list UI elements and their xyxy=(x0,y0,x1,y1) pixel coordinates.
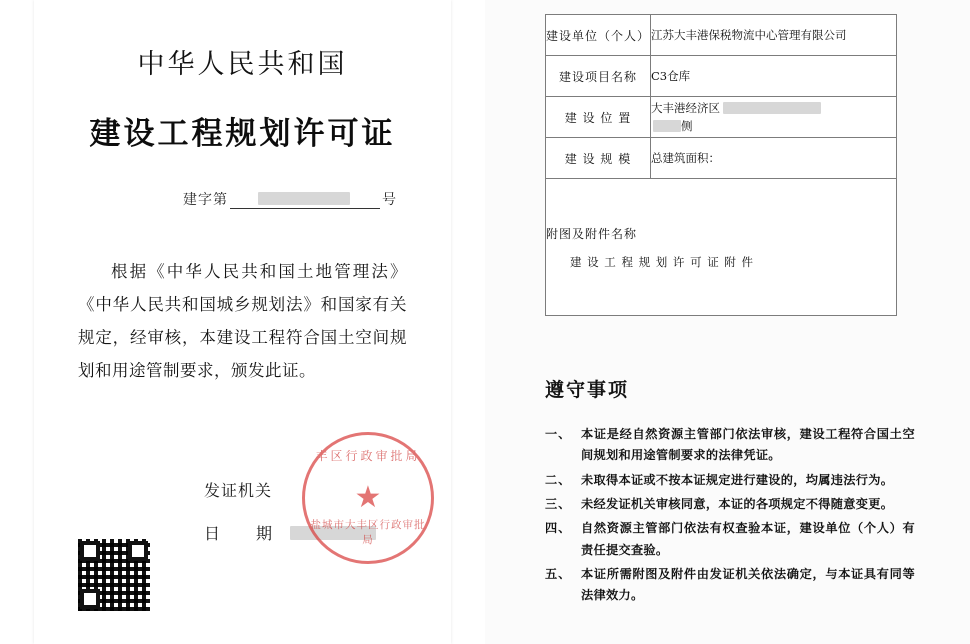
rules-list xyxy=(545,424,915,610)
redaction-block xyxy=(653,120,681,132)
rule-number: 二、 xyxy=(545,472,572,487)
attachment-title: 附图及附件名称 xyxy=(546,226,638,241)
redaction-block xyxy=(723,102,821,114)
table-row xyxy=(546,138,897,179)
redaction-block xyxy=(258,192,350,205)
rule-text: 未取得本证或不按本证规定进行建设的，均属违法行为。 xyxy=(581,472,894,487)
table-row xyxy=(546,97,897,138)
table-row-attachment xyxy=(546,179,897,316)
certificate-title-main: 建设工程规划许可证 xyxy=(89,116,396,152)
rule-number: 五、 xyxy=(545,567,572,582)
row-label: 建设单位（个人） xyxy=(546,15,651,56)
list-item xyxy=(545,494,915,515)
seal-text-top: 丰区行政审批局 xyxy=(315,449,421,463)
row-value: 总建筑面积： xyxy=(651,138,897,179)
certificate-number-label: 建字第 xyxy=(183,191,228,207)
list-item xyxy=(545,470,915,491)
star-icon: ★ xyxy=(354,481,382,514)
list-item xyxy=(545,424,915,467)
rule-text: 自然资源主管部门依法有权查验本证，建设单位（个人）有责任提交查验。 xyxy=(581,521,915,557)
details-page xyxy=(485,0,970,644)
table-row xyxy=(546,56,897,97)
rule-number: 四、 xyxy=(545,521,572,536)
list-item xyxy=(545,518,915,561)
row-label: 建 设 规 模 xyxy=(546,138,651,179)
certificate-title-country: 中华人民共和国 xyxy=(137,49,348,80)
rules-heading: 遵守事项 xyxy=(545,379,630,401)
rule-number: 三、 xyxy=(545,497,572,512)
rule-text: 未经发证机关审核同意，本证的各项规定不得随意变更。 xyxy=(581,497,894,512)
qr-finder-icon xyxy=(80,589,100,609)
issue-date-label: 日 期 xyxy=(204,524,283,543)
qr-code-icon xyxy=(78,539,150,611)
certificate-sheet xyxy=(34,0,451,644)
row-label: 建 设 位 置 xyxy=(546,97,651,138)
issuer-label: 发证机关 xyxy=(204,481,273,500)
official-seal-stamp xyxy=(302,432,434,564)
certificate-body xyxy=(78,255,407,387)
certificate-number-row xyxy=(34,189,451,209)
row-value-suffix: 侧 xyxy=(681,119,693,133)
rule-number: 一、 xyxy=(545,427,572,441)
rule-text: 本证所需附图及附件由发证机关依法确定，与本证具有同等法律效力。 xyxy=(581,567,915,603)
certificate-number-unit: 号 xyxy=(382,191,397,207)
attachment-item: 建 设 工 程 规 划 许 可 证 附 件 xyxy=(570,254,755,269)
row-label: 建设项目名称 xyxy=(546,56,651,97)
list-item xyxy=(545,564,915,607)
rule-text: 本证是经自然资源主管部门依法审核，建设工程符合国土空间规划和用途管制要求的法律凭证。 xyxy=(581,427,915,463)
row-value-prefix: 大丰港经济区 xyxy=(651,100,720,115)
row-value: C3仓库 xyxy=(651,56,897,97)
row-value-redacted xyxy=(651,97,897,138)
row-value: 江苏大丰港保税物流中心管理有限公司 xyxy=(651,15,897,56)
certificate-body-text: 根据《中华人民共和国土地管理法》《中华人民共和国城乡规划法》和国家有关规定，经审核，本建设工程符合国土空间规划和用途管制要求，颁发此证。 xyxy=(78,262,407,380)
attachment-cell xyxy=(546,179,897,316)
table-row xyxy=(546,15,897,56)
certificate-number-field xyxy=(230,191,380,209)
project-info-table xyxy=(545,14,897,316)
seal-text-bottom: 盐城市大丰区行政审批局 xyxy=(310,519,426,546)
